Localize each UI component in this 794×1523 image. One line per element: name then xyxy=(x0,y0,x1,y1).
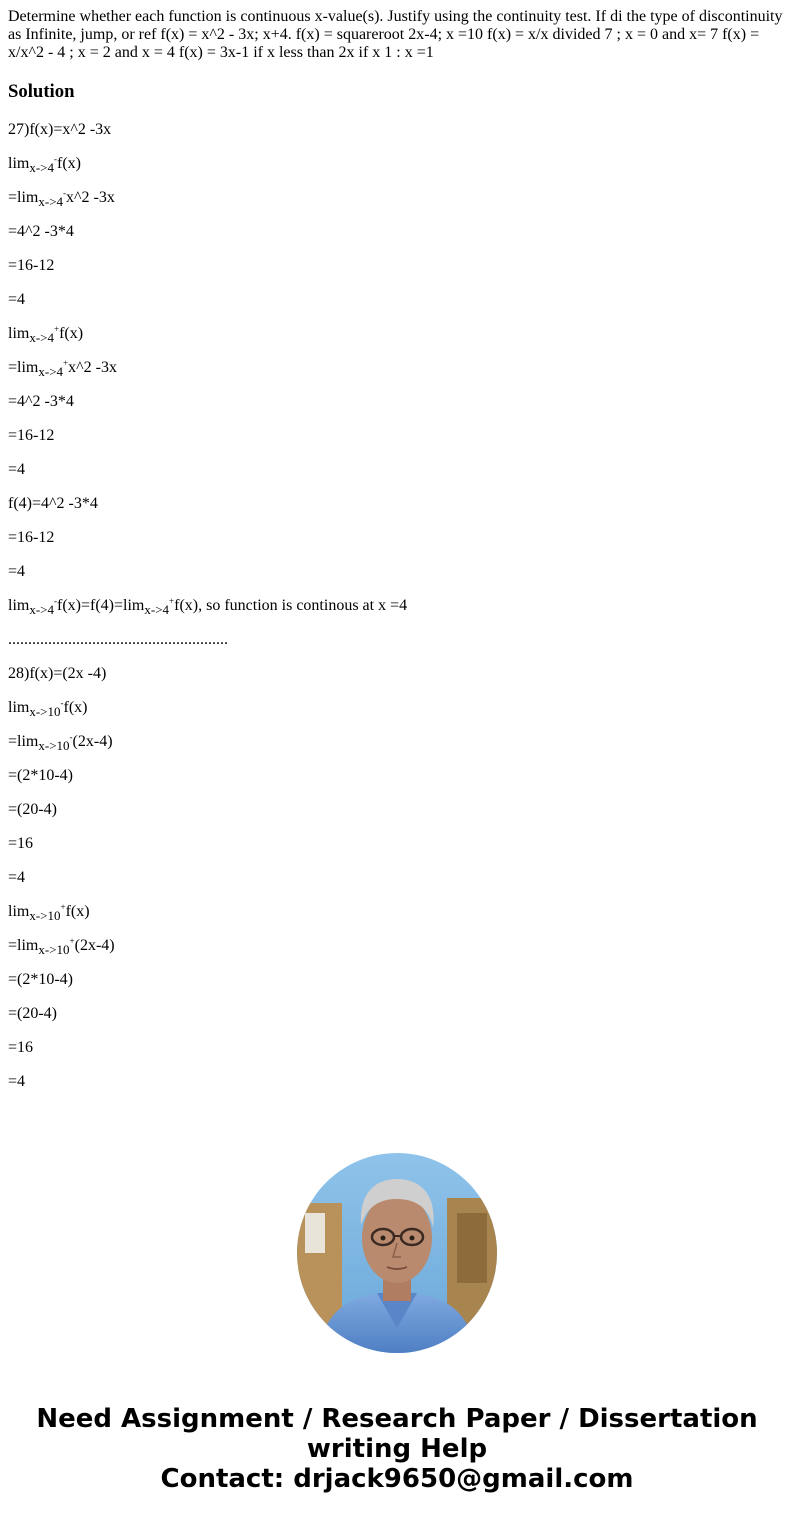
solution-line: =16-12 xyxy=(8,529,55,546)
limit-subscript: x->10 xyxy=(38,738,70,754)
limit-subscript: x->10 xyxy=(29,704,61,720)
limit-expression: f(x) xyxy=(57,155,81,172)
limit-word: lim xyxy=(8,597,30,614)
limit-direction: + xyxy=(60,902,66,912)
limit-direction: + xyxy=(69,936,75,946)
solution-body xyxy=(8,121,786,1091)
limit-prefix: = xyxy=(8,359,18,376)
solution-line: =4 xyxy=(8,869,26,886)
continuity-conclusion xyxy=(8,596,786,618)
solution-line: =(20-4) xyxy=(8,1005,58,1022)
limit-subscript: x->4 xyxy=(29,330,55,346)
solution-line: f(4)=4^2 -3*4 xyxy=(8,495,98,512)
limit-expression: f(x) xyxy=(59,325,84,342)
solution-line: =16 xyxy=(8,1039,34,1056)
limit-expression: f(x)=f(4)=lim xyxy=(57,597,145,614)
limit-line xyxy=(8,902,786,924)
limit-expression: (2x-4) xyxy=(74,937,115,954)
limit-expression: f(x) xyxy=(65,903,90,920)
solution-line: 27)f(x)=x^2 -3x xyxy=(8,121,112,138)
limit-direction: - xyxy=(60,698,64,708)
limit-expression: f(x) xyxy=(63,699,88,716)
solution-line: 28)f(x)=(2x -4) xyxy=(8,665,107,682)
limit-word: lim xyxy=(8,699,30,716)
solution-line: =4 xyxy=(8,291,26,308)
limit-direction: - xyxy=(54,154,58,164)
limit-line xyxy=(8,188,786,210)
limit-prefix: = xyxy=(8,733,18,750)
limit-expression: x^2 -3x xyxy=(66,189,115,206)
solution-line: =(20-4) xyxy=(8,801,58,818)
limit-expression: f(x), so function is continous at x =4 xyxy=(174,597,408,614)
footer-line-3: Contact: drjack9650@gmail.com xyxy=(160,1464,634,1494)
solution-line: =4^2 -3*4 xyxy=(8,393,74,410)
limit-direction: - xyxy=(63,188,67,198)
limit-subscript: x->4 xyxy=(38,194,64,210)
limit-line xyxy=(8,732,786,754)
limit-subscript: x->10 xyxy=(38,942,70,958)
contact-footer xyxy=(0,1404,794,1494)
limit-line xyxy=(8,324,786,346)
solution-line: ....................................................... xyxy=(8,631,228,648)
author-photo xyxy=(297,1153,497,1353)
limit-subscript: x->4 xyxy=(144,602,170,618)
solution-line: =4^2 -3*4 xyxy=(8,223,74,240)
limit-direction: + xyxy=(63,358,69,368)
limit-line xyxy=(8,698,786,720)
solution-line: =4 xyxy=(8,1073,26,1090)
solution-line: =4 xyxy=(8,461,26,478)
solution-line: =16 xyxy=(8,835,34,852)
limit-subscript: x->4 xyxy=(38,364,64,380)
limit-prefix: = xyxy=(8,937,18,954)
solution-line: =(2*10-4) xyxy=(8,767,74,784)
limit-word: lim xyxy=(8,903,30,920)
solution-line: =4 xyxy=(8,563,26,580)
limit-line xyxy=(8,358,786,380)
limit-line xyxy=(8,154,786,176)
limit-subscript: x->10 xyxy=(29,908,61,924)
limit-word: lim xyxy=(8,155,30,172)
limit-word: lim xyxy=(8,325,30,342)
limit-word: lim xyxy=(17,359,39,376)
limit-word: lim xyxy=(17,189,39,206)
limit-direction: + xyxy=(169,596,175,606)
solution-line: =(2*10-4) xyxy=(8,971,74,988)
limit-direction: + xyxy=(54,324,60,334)
limit-subscript: x->4 xyxy=(29,602,55,618)
footer-line-1: Need Assignment / Research Paper / Dissertation xyxy=(36,1404,758,1434)
footer-line-2: writing Help xyxy=(306,1434,488,1464)
solution-line: =16-12 xyxy=(8,257,55,274)
limit-expression: x^2 -3x xyxy=(68,359,117,376)
limit-direction: - xyxy=(69,732,73,742)
solution-heading: Solution xyxy=(8,81,75,102)
solution-line: =16-12 xyxy=(8,427,55,444)
limit-word: lim xyxy=(17,937,39,954)
limit-word: lim xyxy=(17,733,39,750)
limit-line xyxy=(8,936,786,958)
limit-subscript: x->4 xyxy=(29,160,55,176)
limit-prefix: = xyxy=(8,189,18,206)
question-text: Determine whether each function is continuous x-value(s). Justify using the continuity test. If di the type of discontinuity as Infinite, jump, or ref f(x) = x^2 - 3x; x+4. f(x) = squareroot 2x-4; x =10 f(x) = x/x divided 7 ; x = 0 and x= 7 f(x) = x/x^2 - 4 ; x = 2 and x = 4 f(x) = 3x-1 if x less than 2x if x 1 : x =1 xyxy=(8,8,783,61)
limit-direction: - xyxy=(54,596,58,606)
limit-expression: (2x-4) xyxy=(72,733,113,750)
